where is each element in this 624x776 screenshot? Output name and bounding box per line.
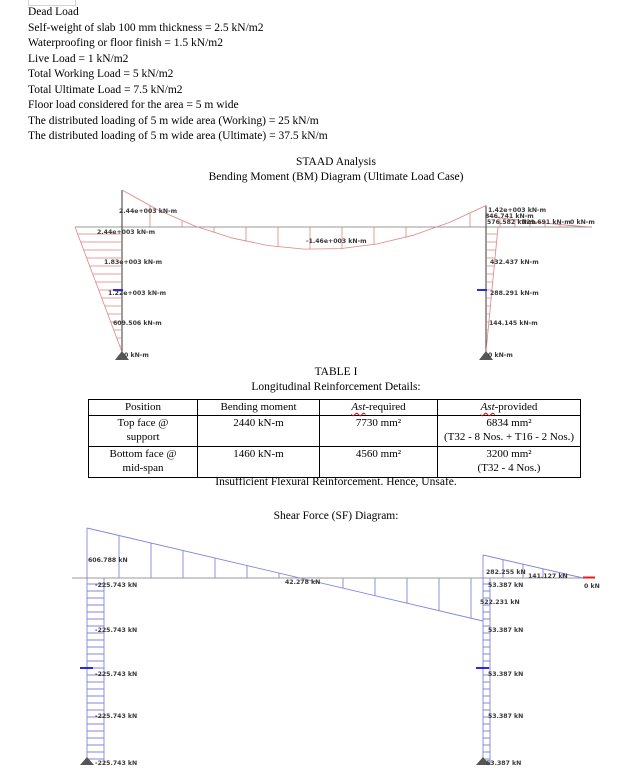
- bm-diagram-heading: Bending Moment (BM) Diagram (Ultimate Load Case): [208, 171, 464, 183]
- ast-suffix: -required: [365, 401, 406, 413]
- cell-required: 7730 mm²: [320, 416, 438, 447]
- sf-label-left-col: -225.743 kN: [95, 582, 138, 589]
- bm-label-right-base: 0 kN-m: [488, 352, 513, 359]
- bending-moment-diagram: [60, 185, 624, 365]
- cell-line: Top face @: [117, 417, 169, 429]
- bm-label-midspan: -1.46e+003 kN-m: [306, 238, 367, 245]
- bm-label-left-col: 2.44e+003 kN-m: [97, 229, 156, 236]
- ast-word: Ast: [480, 401, 495, 413]
- cell-provided: [438, 447, 581, 478]
- bm-label-left-col: 609.506 kN-m: [113, 320, 162, 327]
- sf-label-beam-right-end: 522.231 kN: [480, 599, 520, 606]
- ast-word: Ast: [351, 401, 366, 413]
- table-subtitle: Longitudinal Reinforcement Details:: [251, 381, 421, 393]
- bm-beam-moment-curve: [122, 190, 486, 249]
- sf-label-right-base: 53.387 kN: [486, 760, 522, 767]
- sf-label-right-col: 53.387 kN: [488, 582, 524, 589]
- intro-line: Live Load = 1 kN/m2: [28, 52, 129, 65]
- cell-position: [89, 416, 198, 447]
- staad-analysis-heading: STAAD Analysis: [296, 156, 376, 168]
- ast-suffix: -provided: [494, 401, 538, 413]
- bm-label-right-col: 144.145 kN-m: [489, 320, 538, 327]
- cell-line: support: [126, 431, 160, 443]
- sf-label-left-base: -225.743 kN: [95, 760, 138, 767]
- cell-position: [89, 447, 198, 478]
- header-position: Position: [89, 400, 198, 416]
- bm-label-right-cluster: 0 kN-m: [570, 219, 595, 226]
- intro-line: Total Working Load = 5 kN/m2: [28, 68, 174, 80]
- bm-label-right-cluster: 1.42e+003 kN-m: [488, 207, 547, 214]
- bm-label-left-col: 1.22e+003 kN-m: [108, 290, 167, 297]
- cell-line: (T32 - 4 Nos.): [477, 462, 541, 474]
- intro-line: The distributed loading of 5 m wide area (Ultimate) = 37.5 kN/m: [28, 130, 328, 142]
- intro-line: Waterproofing or floor finish = 1.5 kN/m2: [28, 37, 223, 49]
- cell-provided: [438, 416, 581, 447]
- intro-line: Floor load considered for the area = 5 m wide: [28, 99, 239, 111]
- cell-moment: 1460 kN-m: [198, 447, 320, 478]
- sf-label-right-col: 53.387 kN: [488, 627, 524, 634]
- cell-line: 3200 mm²: [486, 448, 532, 460]
- bm-label-right-col: 288.291 kN-m: [490, 290, 539, 297]
- bm-label-left-base: 0 kN-m: [124, 352, 149, 359]
- intro-line: Self-weight of slab 100 mm thickness = 2.5 kN/m2: [28, 21, 264, 34]
- cell-line: 6834 mm²: [486, 417, 532, 429]
- header-ast-provided: [438, 400, 581, 416]
- load-calculation-text: [28, 5, 328, 145]
- intro-line: Total Ultimate Load = 7.5 kN/m2: [28, 83, 183, 96]
- bm-label-left-col: 1.83e+003 kN-m: [104, 259, 163, 266]
- cell-line: Bottom face @: [109, 448, 177, 460]
- intro-line: The distributed loading of 5 m wide area (Working) = 25 kN/m: [28, 114, 319, 127]
- table-title: TABLE I: [314, 366, 358, 378]
- header-bending-moment: Bending moment: [198, 400, 320, 416]
- sf-label-left-col: -225.743 kN: [95, 713, 138, 720]
- bm-label-left-end-top: 2.44e+003 kN-m: [119, 208, 178, 215]
- sf-label-right-col: 53.387 kN: [488, 713, 524, 720]
- cell-line: mid-span: [122, 462, 164, 474]
- reinforcement-table: [88, 399, 581, 478]
- shear-force-diagram: [60, 525, 624, 776]
- table-row: [89, 447, 581, 478]
- sf-label-right-col: 53.387 kN: [488, 671, 524, 678]
- cell-required: 4560 mm²: [320, 447, 438, 478]
- sf-label-left-end-top: 606.788 kN: [88, 557, 128, 564]
- sf-diagram-heading: Shear Force (SF) Diagram:: [273, 510, 399, 522]
- cell-line: (T32 - 8 Nos. + T16 - 2 Nos.): [443, 431, 575, 443]
- table-footnote: Insufficient Flexural Reinforcement. Hence, Unsafe.: [215, 476, 457, 488]
- table-header-row: [89, 400, 581, 416]
- sf-label-left-col: -225.743 kN: [95, 671, 138, 678]
- bm-label-right-cluster: 846.741 kN-m: [485, 213, 534, 220]
- header-ast-required: [320, 400, 438, 416]
- sf-left-support-icon: [80, 757, 94, 765]
- sf-label-midspan: 42.278 kN: [285, 579, 321, 586]
- sf-label-cantilever-top: 282.255 kN: [486, 569, 526, 576]
- table-row: [89, 416, 581, 447]
- sf-beam-shear-diagonal: [87, 528, 483, 621]
- bm-label-right-col: 432.437 kN-m: [490, 259, 539, 266]
- intro-line: Dead Load: [28, 6, 79, 18]
- sf-label-cantilever-mid: 141.127 kN: [528, 573, 568, 580]
- bm-label-right-cluster: 721.691 kN-m: [522, 219, 571, 226]
- sf-label-zero-end: 0 kN: [584, 583, 600, 590]
- sf-label-left-col: -225.743 kN: [95, 627, 138, 634]
- bm-label-right-cluster: 576.582 kN-m: [487, 219, 536, 226]
- cell-moment: 2440 kN-m: [198, 416, 320, 447]
